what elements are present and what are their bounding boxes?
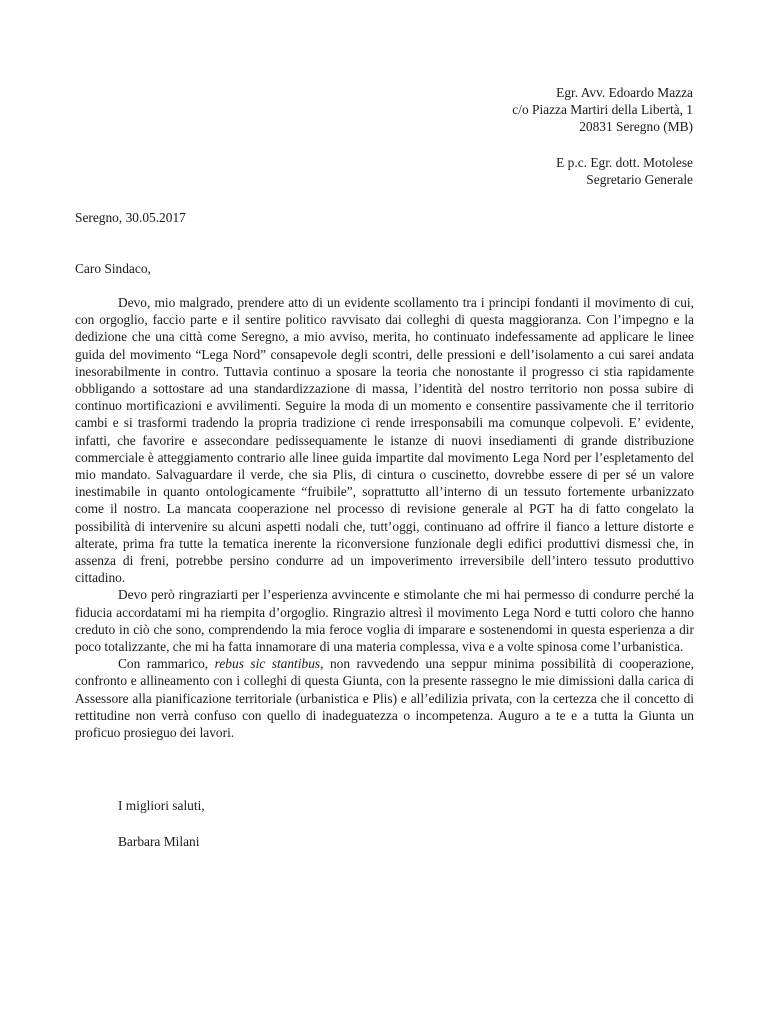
cc-recipient: E p.c. Egr. dott. Motolese xyxy=(556,155,693,170)
letter-date: Seregno, 30.05.2017 xyxy=(75,210,186,225)
greeting: Caro Sindaco, xyxy=(75,261,151,276)
recipient-name: Egr. Avv. Edoardo Mazza xyxy=(556,85,693,100)
paragraph-1: Devo, mio malgrado, prendere atto di un evidente scollamento tra i principi fondanti il movimento di cui, con orgoglio, faccio parte e il sentire politico ravvisato dai colleghi di questa maggioranza. Con l’impegno e la dedizione che una città come Seregno, a mio avviso, merita, ho continuato indefessamente ad applicare le linee guida del movimento “Lega Nord” consapevole degli scontri, delle pressioni e dell’isolamento a cui sarei andata inesorabilmente in contro. Tuttavia continuo a sposare la teoria che nonostante il progresso ci stia rapidamente obbligando a sottostare ad una standardizzazione di massa, l’identità del nostro territorio non possa subire di continuo mortificazioni e avvilimenti. Seguire la moda di un momento e consentire passivamente che il territorio cambi e si trasformi tradendo la propria tradizione ci rende irresponsabili ma comunque colpevoli. E’ evidente, infatti, che favorire e assecondare pedissequamente le istanze di nuovi insediamenti di grande distribuzione commerciale è atteggiamento contrario alle linee guida impartite dal movimento Lega Nord per l’espletamento del mio mandato. Salvaguardare il verde, che sia Plis, di cintura o cuscinetto, dovrebbe essere di per sé un valore inestimabile in quanto ontologicamente “fruibile”, soprattutto all’interno di un tessuto fortemente urbanizzato come il nostro. La mancata cooperazione nel processo di revisione generale al PGT ha di fatto congelato la possibilità di intervenire su alcuni aspetti nodali che, tutt’oggi, continuano ad offrire il fianco a letture distorte e alterate, prima fra tutte la tematica inerente la riconversione funzionale degli edifici produttivi dismessi che, in assenza di freni, potrebbe persino condurre ad un impoverimento irreversibile dell’intero tessuto produttivo cittadino. xyxy=(75,295,694,586)
closing: I migliori saluti, xyxy=(118,798,205,813)
paragraph-3 xyxy=(75,655,694,741)
signature-name: Barbara Milani xyxy=(118,834,200,849)
paragraph-3-start: Con rammarico, xyxy=(118,656,215,672)
paragraph-2: Devo però ringraziarti per l’esperienza avvincente e stimolante che mi hai permesso di condurre perché la fiducia accordatami mi ha riempita d’orgoglio. Ringrazio altresì il movimento Lega Nord e tutti coloro che hanno creduto in ciò che sono, comprendendo la mia feroce voglia di imparare e sostenendomi in questa esperienza a dir poco totalizzante, che mi ha fatta innamorare di una materia complessa, viva e a volte spinosa come l’urbanistica. xyxy=(75,587,694,655)
paragraph-3-end: , non ravvedendo una seppur minima possibilità di cooperazione, confronto e allineamento con i colleghi di questa Giunta, con la presente rassegno le mie dimissioni dalla carica di Assessore alla pianificazione territoriale (urbanistica e Plis) e all’edilizia privata, con la certezza che il concetto di rettitudine non verrà confuso con quello di inadeguatezza o incompetenza. Auguro a te e a tutta la Giunta un proficuo prosieguo dei lavori. xyxy=(75,656,694,741)
recipient-block xyxy=(512,84,693,188)
cc-role: Segretario Generale xyxy=(586,172,693,187)
latin-phrase: rebus sic stantibus xyxy=(214,656,321,672)
recipient-address: c/o Piazza Martiri della Libertà, 1 xyxy=(512,102,693,117)
recipient-city: 20831 Seregno (MB) xyxy=(579,119,693,134)
letter-body xyxy=(75,294,694,741)
